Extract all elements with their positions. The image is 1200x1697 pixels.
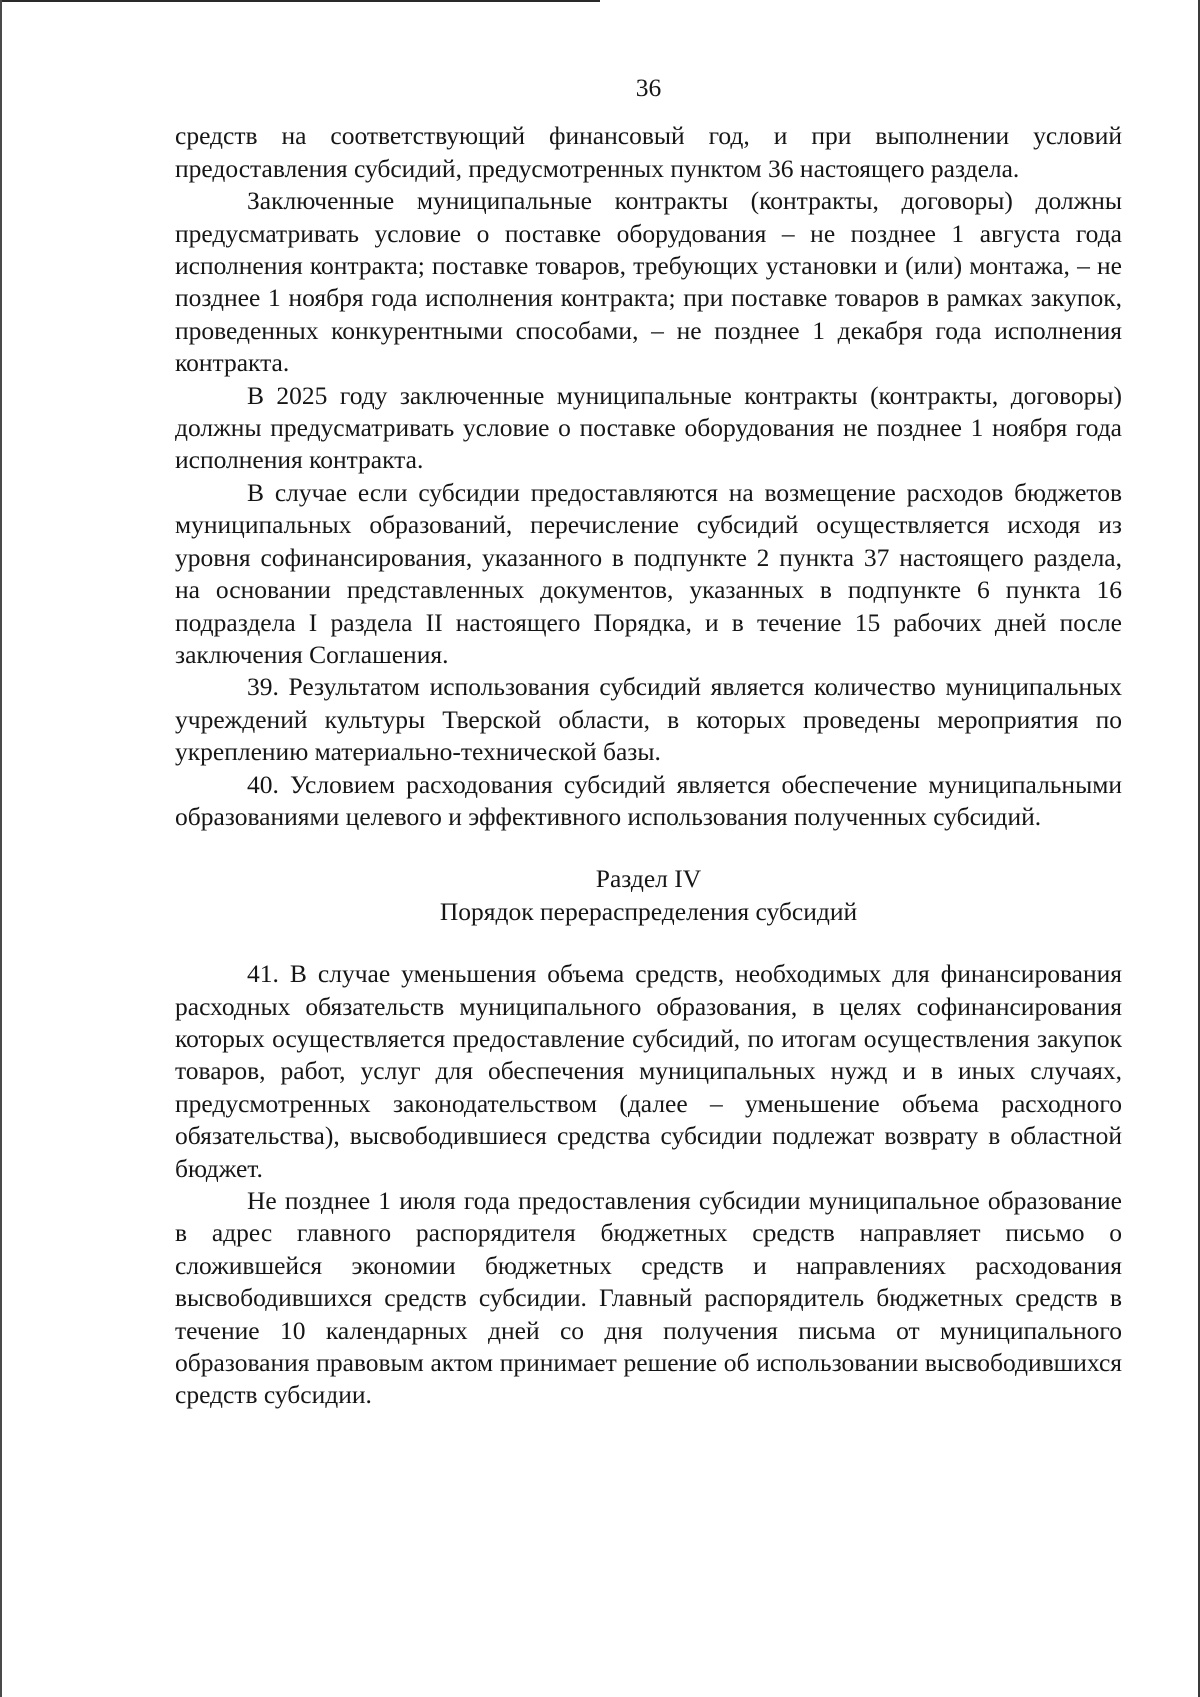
paragraph: 40. Условием расходования субсидий является обеспечение муниципальными образованиями целевого и эффективного использования полученных субсидий. — [175, 769, 1122, 831]
document-page — [175, 72, 1122, 1412]
scan-edge-left — [0, 0, 2, 1697]
paragraph: средств на соответствующий финансовый год, и при выполнении условий предоставления субсидий, предусмотренных пунктом 36 настоящего раздела. — [175, 121, 1122, 183]
page-number: 36 — [635, 73, 662, 102]
body-text-top — [175, 120, 1122, 833]
paragraph: 39. Результатом использования субсидий является количество муниципальных учреждений культуры Тверской области, в которых проведены мероприятия по укреплению материально-технической базы. — [175, 672, 1122, 767]
paragraph: 41. В случае уменьшения объема средств, необходимых для финансирования расходных обязательств муниципального образования, в целях софинансирования которых осуществляется предоставление субсидий, по итогам осуществления закупок товаров, работ, услуг для обеспечения муниципальных нужд и в иных случаях, предусмотренных законодательством (далее – уменьшение объема расходного обязательства), высвободившиеся средства субсидии подлежат возврату в областной бюджет. — [175, 959, 1122, 1183]
section-title: Порядок перераспределения субсидий — [439, 896, 858, 926]
paragraph: Не позднее 1 июля года предоставления субсидии муниципальное образование в адрес главного распорядителя бюджетных средств направляет письмо о сложившейся экономии бюджетных средств и направлениях расходования высвободившихся средств субсидии. Главный распорядитель бюджетных средств в течение 10 календарных дней со дня получения письма от муниципального образования правовым актом принимает решение об использовании высвободившихся средств субсидии. — [175, 1186, 1122, 1410]
scan-edge-top — [0, 0, 600, 2]
paragraph: В случае если субсидии предоставляются на возмещение расходов бюджетов муниципальных образований, перечисление субсидий осуществляется исходя из уровня софинансирования, указанного в подпункте 2 пункта 37 настоящего раздела, на основании представленных документов, указанных в подпункте 6 пункта 16 подраздела I раздела II настоящего Порядка, и в течение 15 рабочих дней после заключения Соглашения. — [175, 477, 1122, 669]
paragraph: В 2025 году заключенные муниципальные контракты (контракты, договоры) должны предусматривать условие о поставке оборудования не позднее 1 ноября года исполнения контракта. — [175, 380, 1122, 475]
section-label: Раздел IV — [595, 864, 702, 894]
body-text-bottom — [175, 958, 1122, 1412]
section-heading-block — [175, 863, 1122, 928]
paragraph: Заключенные муниципальные контракты (контракты, договоры) должны предусматривать условие о поставке оборудования – не позднее 1 августа года исполнения контракта; поставке товаров, требующих установки и (или) монтажа, – не позднее 1 ноября года исполнения контракта; при поставке товаров в рамках закупок, проведенных конкурентными способами, – не позднее 1 декабря года исполнения контракта. — [175, 186, 1122, 378]
